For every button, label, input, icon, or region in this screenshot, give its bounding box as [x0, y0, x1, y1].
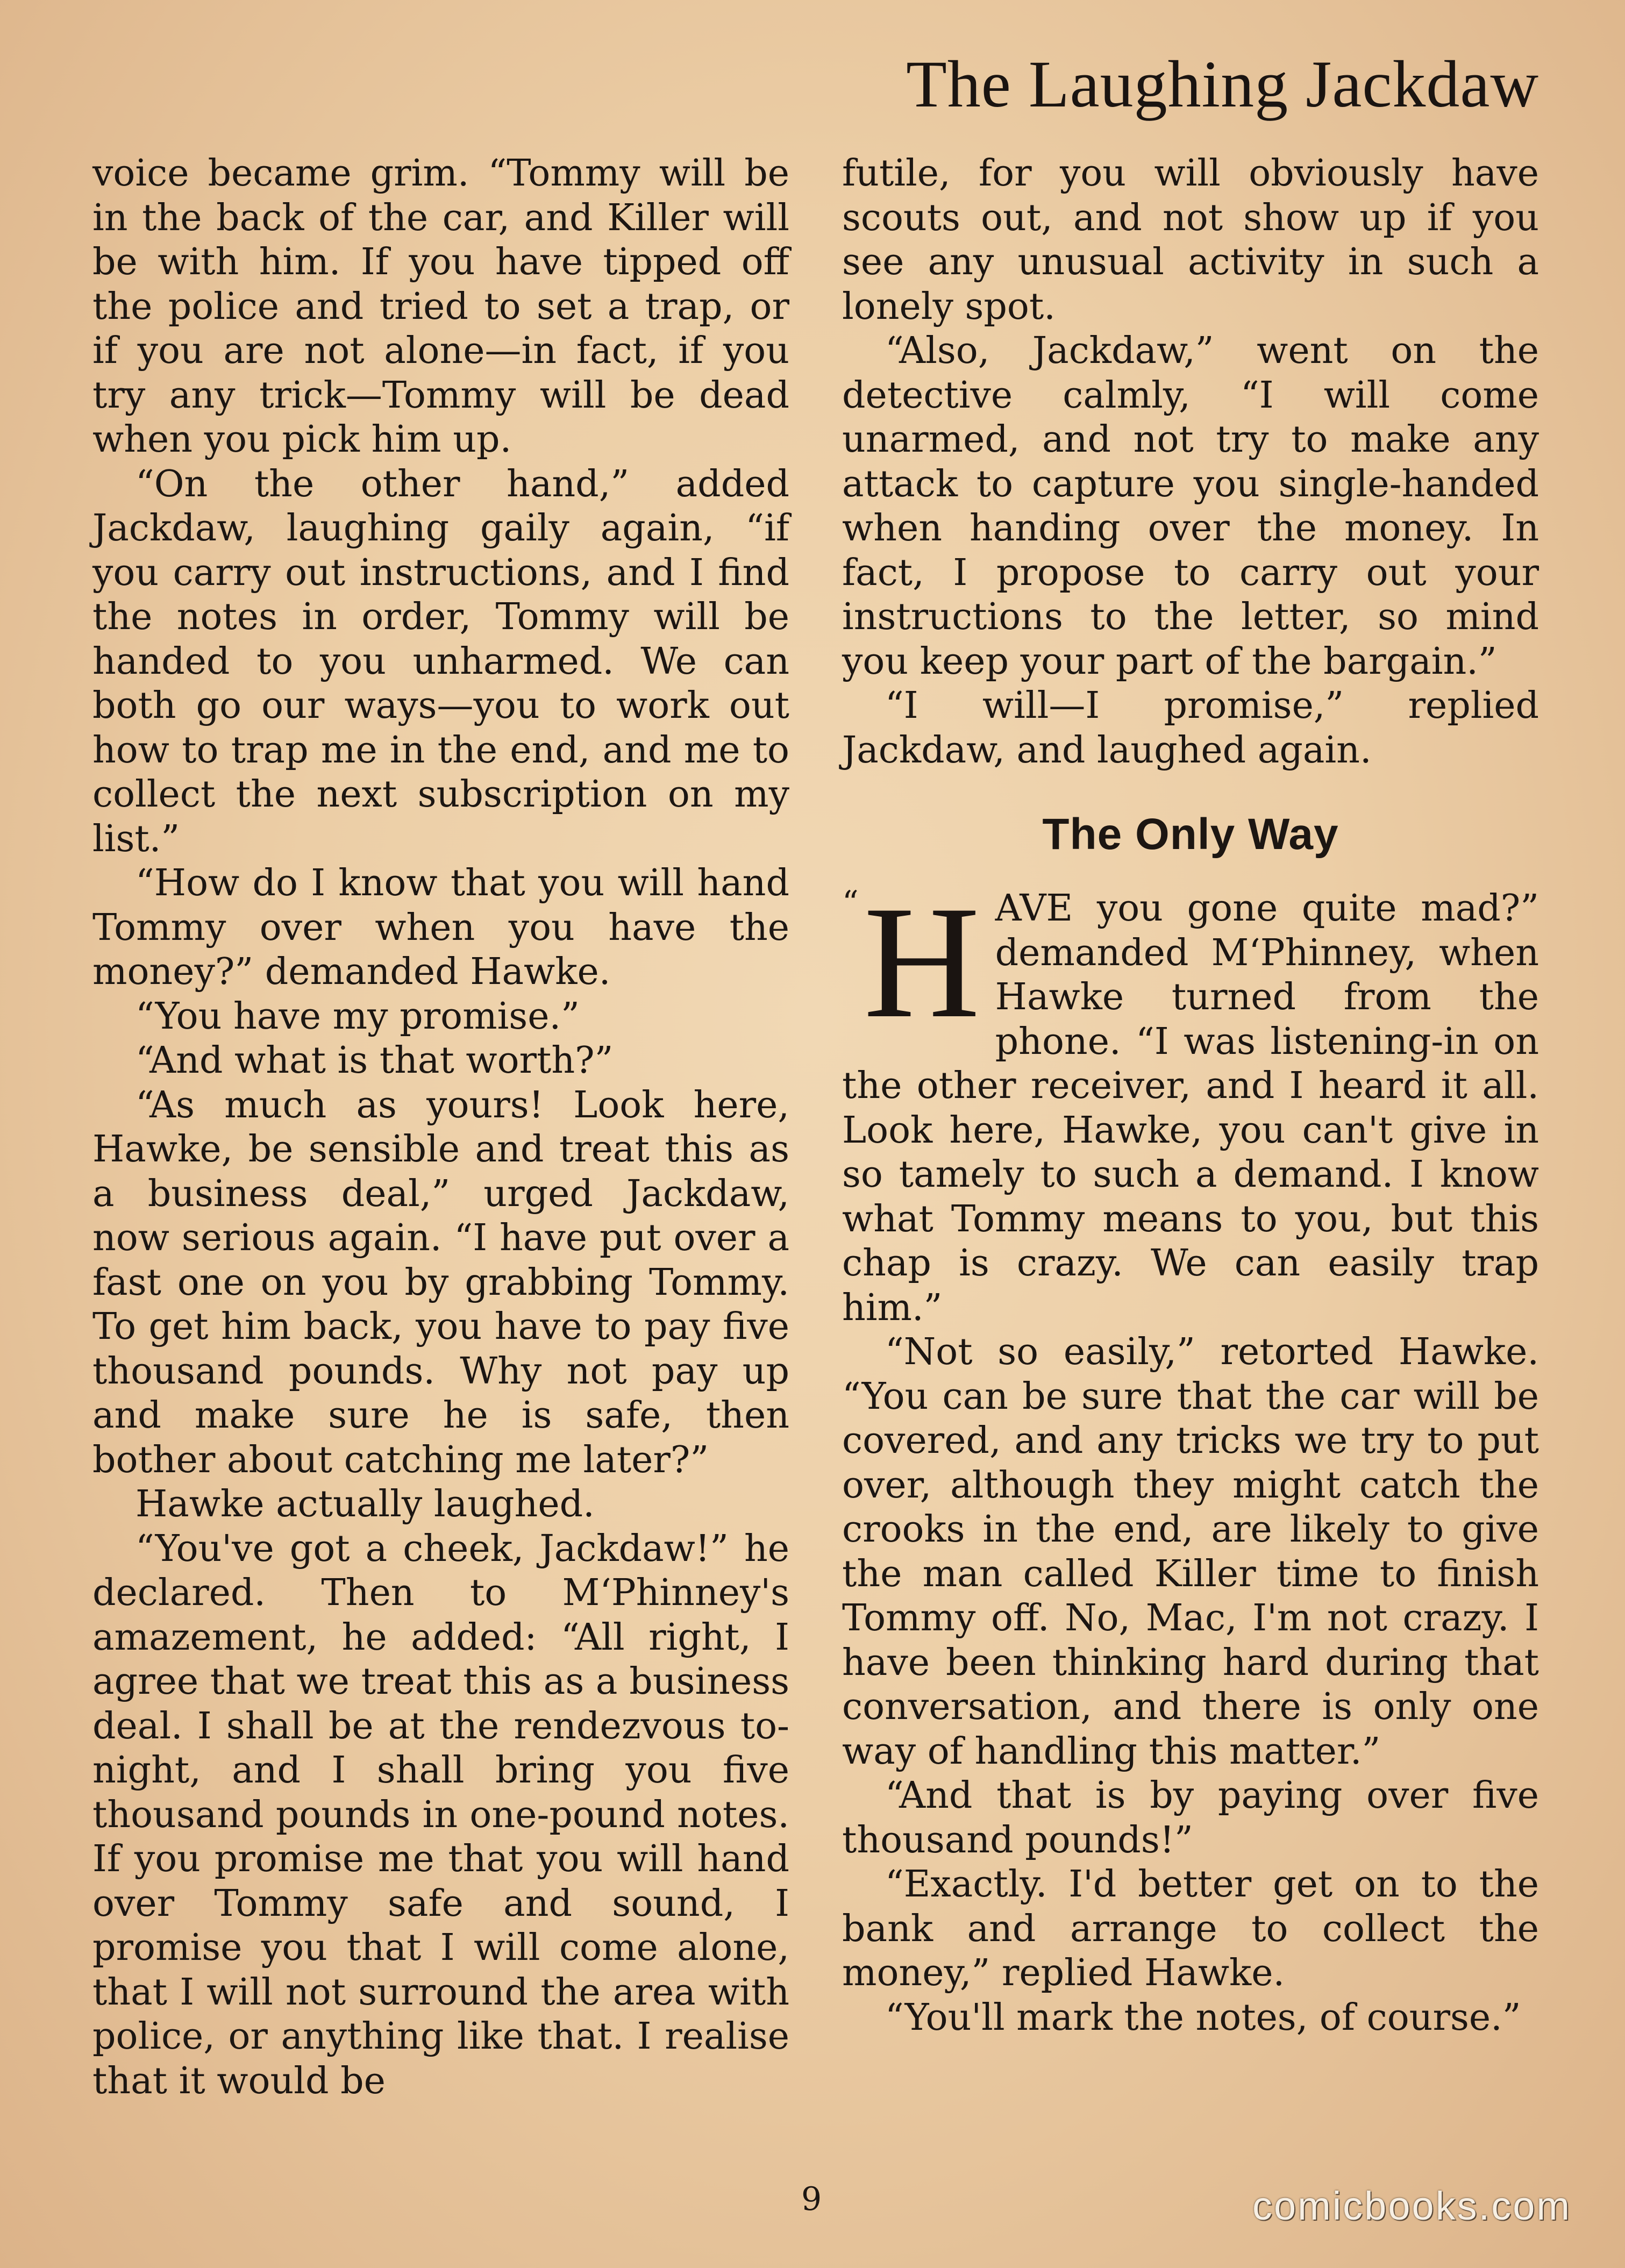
page-number: 9 [801, 2180, 822, 2218]
paragraph: “Not so easily,” retorted Hawke. “You can be sure that the car will be covered, and any tricks we try to put over, although they might catch the crooks in the end, are likely to give the man called Killer time to finish Tommy off. No, Mac, I'm not crazy. I have been thinking hard during that conversation, and there is only one way of handling this matter.” [842, 1331, 1539, 1773]
watermark: comicbooks.com [1252, 2184, 1571, 2228]
drop-cap-letter: H [864, 873, 980, 1051]
paragraph: “And that is by paying over five thousand pounds!” [842, 1774, 1539, 1862]
drop-cap-open-quote: “ [842, 884, 859, 922]
right-column [842, 152, 1539, 2040]
paragraph: “You'll mark the notes, of course.” [885, 1996, 1521, 2039]
paragraph: “You've got a cheek, Jackdaw!” he declared. Then to M‘Phinney's amazement, he added: “All right, I agree that we treat this as a business deal. I shall be at the rendezvous to-night, and I shall bring you five thousand pounds in one-pound notes. If you promise me that you will hand over Tommy safe and sound, I promise you that I will come alone, that I will not surround the area with police, or anything like that. I realise that it would be [92, 1527, 789, 2102]
paragraph: “How do I know that you will hand Tommy over when you have the money?” demanded Hawke. [92, 862, 789, 993]
paragraph: Hawke actually laughed. [136, 1483, 595, 1525]
paragraph: “As much as yours! Look here, Hawke, be sensible and treat this as a business deal,” urged Jackdaw, now serious again. “I have put over a fast one on you by grabbing Tommy. To get him back, you have to pay five thousand pounds. Why not pay up and make sure he is safe, then bother about catching me later?” [92, 1083, 789, 1481]
drop-cap-text: AVE you gone quite mad?” demanded M‘Phinney, when Hawke turned from the phone. “I was listening-in on the other receiver, and I heard it all. Look here, Hawke, you can't give in so tamely to such a demand. I know what Tommy means to you, but this chap is crazy. We can easily trap him.” [842, 887, 1539, 1329]
left-column [92, 152, 789, 2103]
paragraph: “You have my promise.” [136, 995, 580, 1038]
paragraph: “Exactly. I'd better get on to the bank and arrange to collect the money,” replied Hawke. [842, 1863, 1539, 1994]
section-heading: The Only Way [1042, 810, 1339, 859]
drop-cap-paragraph [842, 873, 1539, 1330]
paragraph: “And what is that worth?” [136, 1039, 614, 1082]
paragraph: futile, for you will obviously have scouts out, and not show up if you see any unusual activity in such a lonely spot. [842, 152, 1539, 328]
paragraph: “Also, Jackdaw,” went on the detective calmly, “I will come unarmed, and not try to make any attack to capture you single-handed when handing over the money. In fact, I propose to carry out your instructions to the letter, so mind you keep your part of the bargain.” [842, 330, 1539, 683]
paragraph: “On the other hand,” added Jackdaw, laughing gaily again, “if you carry out instructions, and I find the notes in order, Tommy will be handed to you unharmed. We can both go our ways—you to work out how to trap me in the end, and me to collect the next subscription on my list.” [92, 462, 789, 860]
running-title: The Laughing Jackdaw [906, 47, 1539, 121]
paragraph: “I will—I promise,” replied Jackdaw, and laughed again. [842, 684, 1539, 772]
paragraph: voice became grim. “Tommy will be in the back of the car, and Killer will be with him. If you have tipped off the police and tried to set a trap, or if you are not alone—in fact, if you try any trick—Tommy will be dead when you pick him up. [92, 152, 789, 461]
